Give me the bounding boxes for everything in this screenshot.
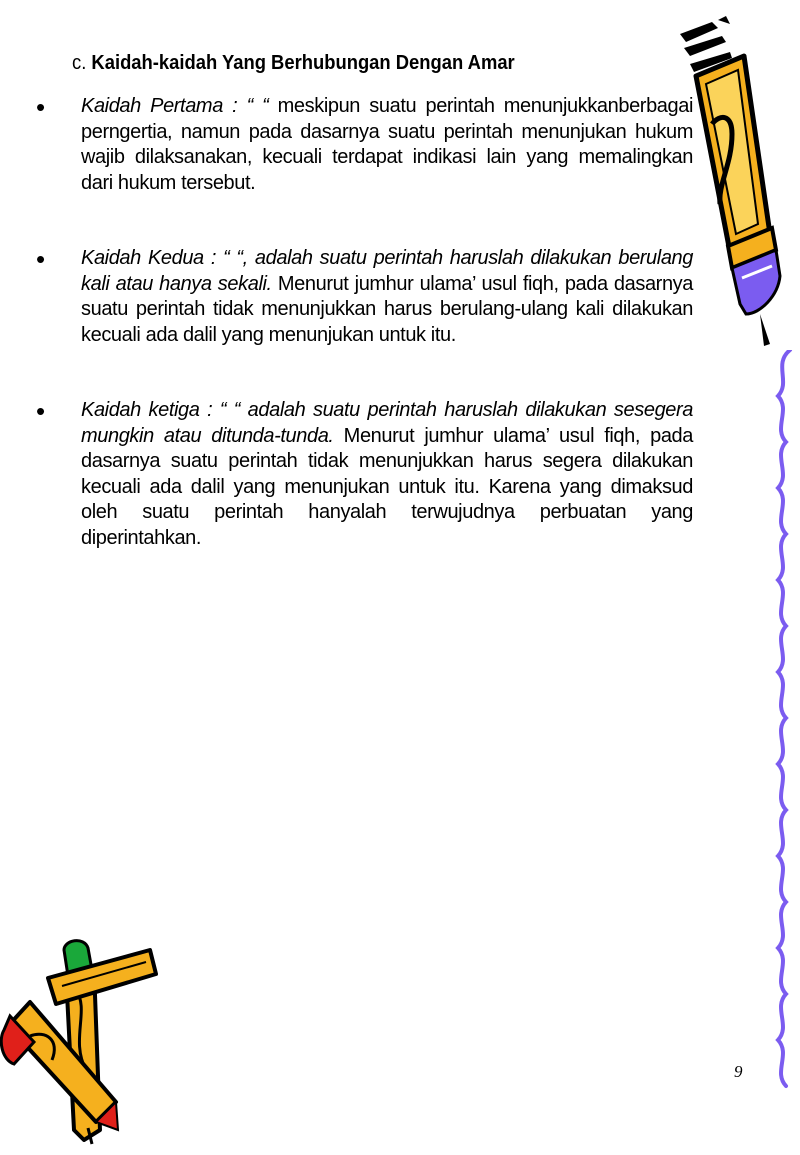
page-number: 9 [734, 1062, 743, 1081]
section-heading [72, 50, 587, 76]
wavy-line-border [752, 350, 800, 1090]
list-item [36, 94, 696, 196]
bullet-icon: • [36, 92, 46, 122]
rule-2-body: Menurut jumhur ulama’ usul fiqh, pada dasarnya suatu perintah tidak menunjukkan harus berulang-ulang kali dilakukan kecuali ada dalil yang menunjukan untuk itu. [81, 272, 693, 346]
rule-2-text [81, 246, 693, 348]
bullet-icon: • [36, 396, 46, 426]
bullet-icon: • [36, 244, 46, 274]
rule-3-body: Menurut jumhur ulama’ usul fiqh, pada dasarnya suatu perintah tidak menunjukkan harus segera dilakukan kecuali ada dalil yang menunjukan untuk itu. Karena yang dimaksud oleh suatu perintah hanyalah terwujudnya perbuatan yang diperintahkan. [81, 424, 693, 549]
list-item [36, 246, 696, 348]
pencil-clipart-icon [660, 14, 800, 354]
heading-prefix: c. [72, 52, 87, 74]
rule-list [36, 94, 696, 551]
list-item [36, 398, 696, 551]
rule-1-title: Kaidah Pertama : “ “ [81, 95, 269, 117]
rule-1-body: meskipun suatu perintah menunjukkanberbagai perngertia, namun pada dasarnya suatu perintah menunjukan hukum wajib dilaksanakan, kecuali terdapat indikasi lain yang memalingkan dari hukum tersebut. [81, 95, 694, 194]
rule-2-title: Kaidah Kedua : “ “, adalah suatu perintah haruslah dilakukan berulang kali atau hanya sekali. [81, 247, 693, 295]
heading-title: Kaidah-kaidah Yang Berhubungan Dengan Amar [91, 52, 515, 74]
rule-1-text [81, 94, 693, 196]
crossed-pencils-clipart-icon [0, 930, 170, 1150]
rule-3-text [81, 398, 693, 551]
rule-3-title: Kaidah ketiga : “ “ adalah suatu perintah haruslah dilakukan sesegera mungkin atau ditunda-tunda. [81, 399, 693, 447]
